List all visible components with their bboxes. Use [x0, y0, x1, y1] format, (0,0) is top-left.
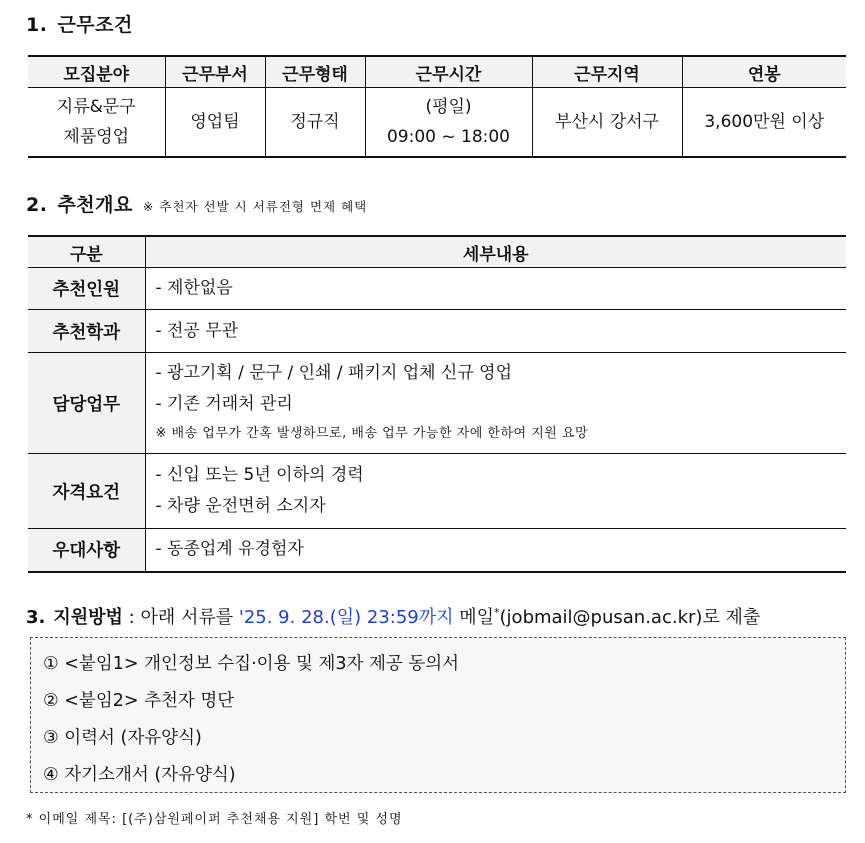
row-value	[145, 310, 846, 353]
section3-title-text: 지원방법	[53, 607, 123, 628]
row-line: - 차량 운전면허 소지자	[155, 496, 326, 516]
row-line: - 기존 거래처 관리	[155, 394, 293, 414]
row-key: 추천학과	[28, 310, 145, 353]
email-subject-note: * 이메일 제목: [(주)삼원페이퍼 추천채용 지원] 학번 및 성명	[26, 812, 403, 827]
header-hours: 근무시간	[365, 56, 532, 88]
section3-asterisk: *	[494, 606, 500, 619]
row-line: - 제한없음	[155, 278, 233, 298]
row-value	[145, 353, 846, 454]
table-row	[28, 353, 846, 454]
cell-department: 영업팀	[165, 88, 265, 158]
section3-number: 3.	[26, 607, 46, 628]
row-line: - 전공 무관	[155, 320, 239, 341]
header-field: 모집분야	[28, 56, 165, 88]
row-line: - 광고기획 / 문구 / 인쇄 / 패키지 업체 신규 영업	[155, 363, 513, 383]
header-department: 근무부서	[165, 56, 265, 88]
row-value	[145, 529, 846, 572]
cell-field	[28, 88, 165, 158]
row-key: 우대사항	[28, 529, 145, 572]
section3-email: (jobmail@pusan.ac.kr)	[499, 607, 703, 628]
row-key: 추천인원	[28, 268, 145, 310]
row-line: - 신입 또는 5년 이하의 경력	[155, 465, 364, 485]
section2-number: 2.	[26, 194, 48, 216]
hours-line1: (평일)	[425, 97, 472, 117]
row-key: 자격요건	[28, 454, 145, 529]
section1-title	[26, 10, 133, 37]
cell-type: 정규직	[265, 88, 365, 158]
table-row	[28, 454, 846, 529]
list-item: ③ 이력서 (자유양식)	[43, 728, 202, 748]
field-line1: 지류&문구	[56, 97, 136, 117]
list-item: ④ 자기소개서 (자유양식)	[43, 765, 236, 785]
list-item: ① <붙임1> 개인정보 수집·이용 및 제3자 제공 동의서	[43, 654, 460, 674]
section3-title	[26, 603, 760, 629]
section2-title	[26, 190, 367, 217]
section3-text-mail: 메일	[459, 607, 495, 628]
header-category: 구분	[28, 236, 145, 268]
field-line2: 제품영업	[63, 127, 130, 147]
row-note: ※ 배송 업무가 간혹 발생하므로, 배송 업무 가능한 자에 한하여 지원 요망	[155, 426, 589, 441]
row-value	[145, 454, 846, 529]
recommendation-table	[28, 235, 846, 573]
table-header-row	[28, 236, 846, 268]
section2-title-text: 추천개요	[57, 194, 133, 216]
section3-deadline: '25. 9. 28.(일) 23:59까지	[238, 607, 454, 628]
header-type: 근무형태	[265, 56, 365, 88]
section3-text-before: 아래 서류를	[140, 607, 234, 628]
work-conditions-table	[28, 55, 846, 158]
row-key: 담당업무	[28, 353, 145, 454]
section2-note: ※ 추천자 선발 시 서류전형 면제 혜택	[142, 199, 368, 214]
cell-hours	[365, 88, 532, 158]
row-value	[145, 268, 846, 310]
row-line: - 동종업계 유경험자	[155, 539, 304, 560]
cell-location: 부산시 강서구	[532, 88, 682, 158]
table-row	[28, 268, 846, 310]
section1-title-text: 근무조건	[57, 14, 133, 36]
section3-text-after: 로 제출	[702, 607, 761, 628]
header-location: 근무지역	[532, 56, 682, 88]
header-details: 세부내용	[145, 236, 846, 268]
table-row	[28, 88, 846, 158]
section1-number: 1.	[26, 14, 48, 36]
hours-line2: 09:00 ~ 18:00	[386, 127, 511, 147]
table-row	[28, 529, 846, 572]
header-salary: 연봉	[682, 56, 846, 88]
list-item: ② <붙임2> 추천자 명단	[43, 691, 235, 711]
section3-colon: :	[128, 607, 135, 628]
table-header-row	[28, 56, 846, 88]
documents-box	[30, 637, 846, 793]
table-row	[28, 310, 846, 353]
cell-salary: 3,600만원 이상	[682, 88, 846, 158]
